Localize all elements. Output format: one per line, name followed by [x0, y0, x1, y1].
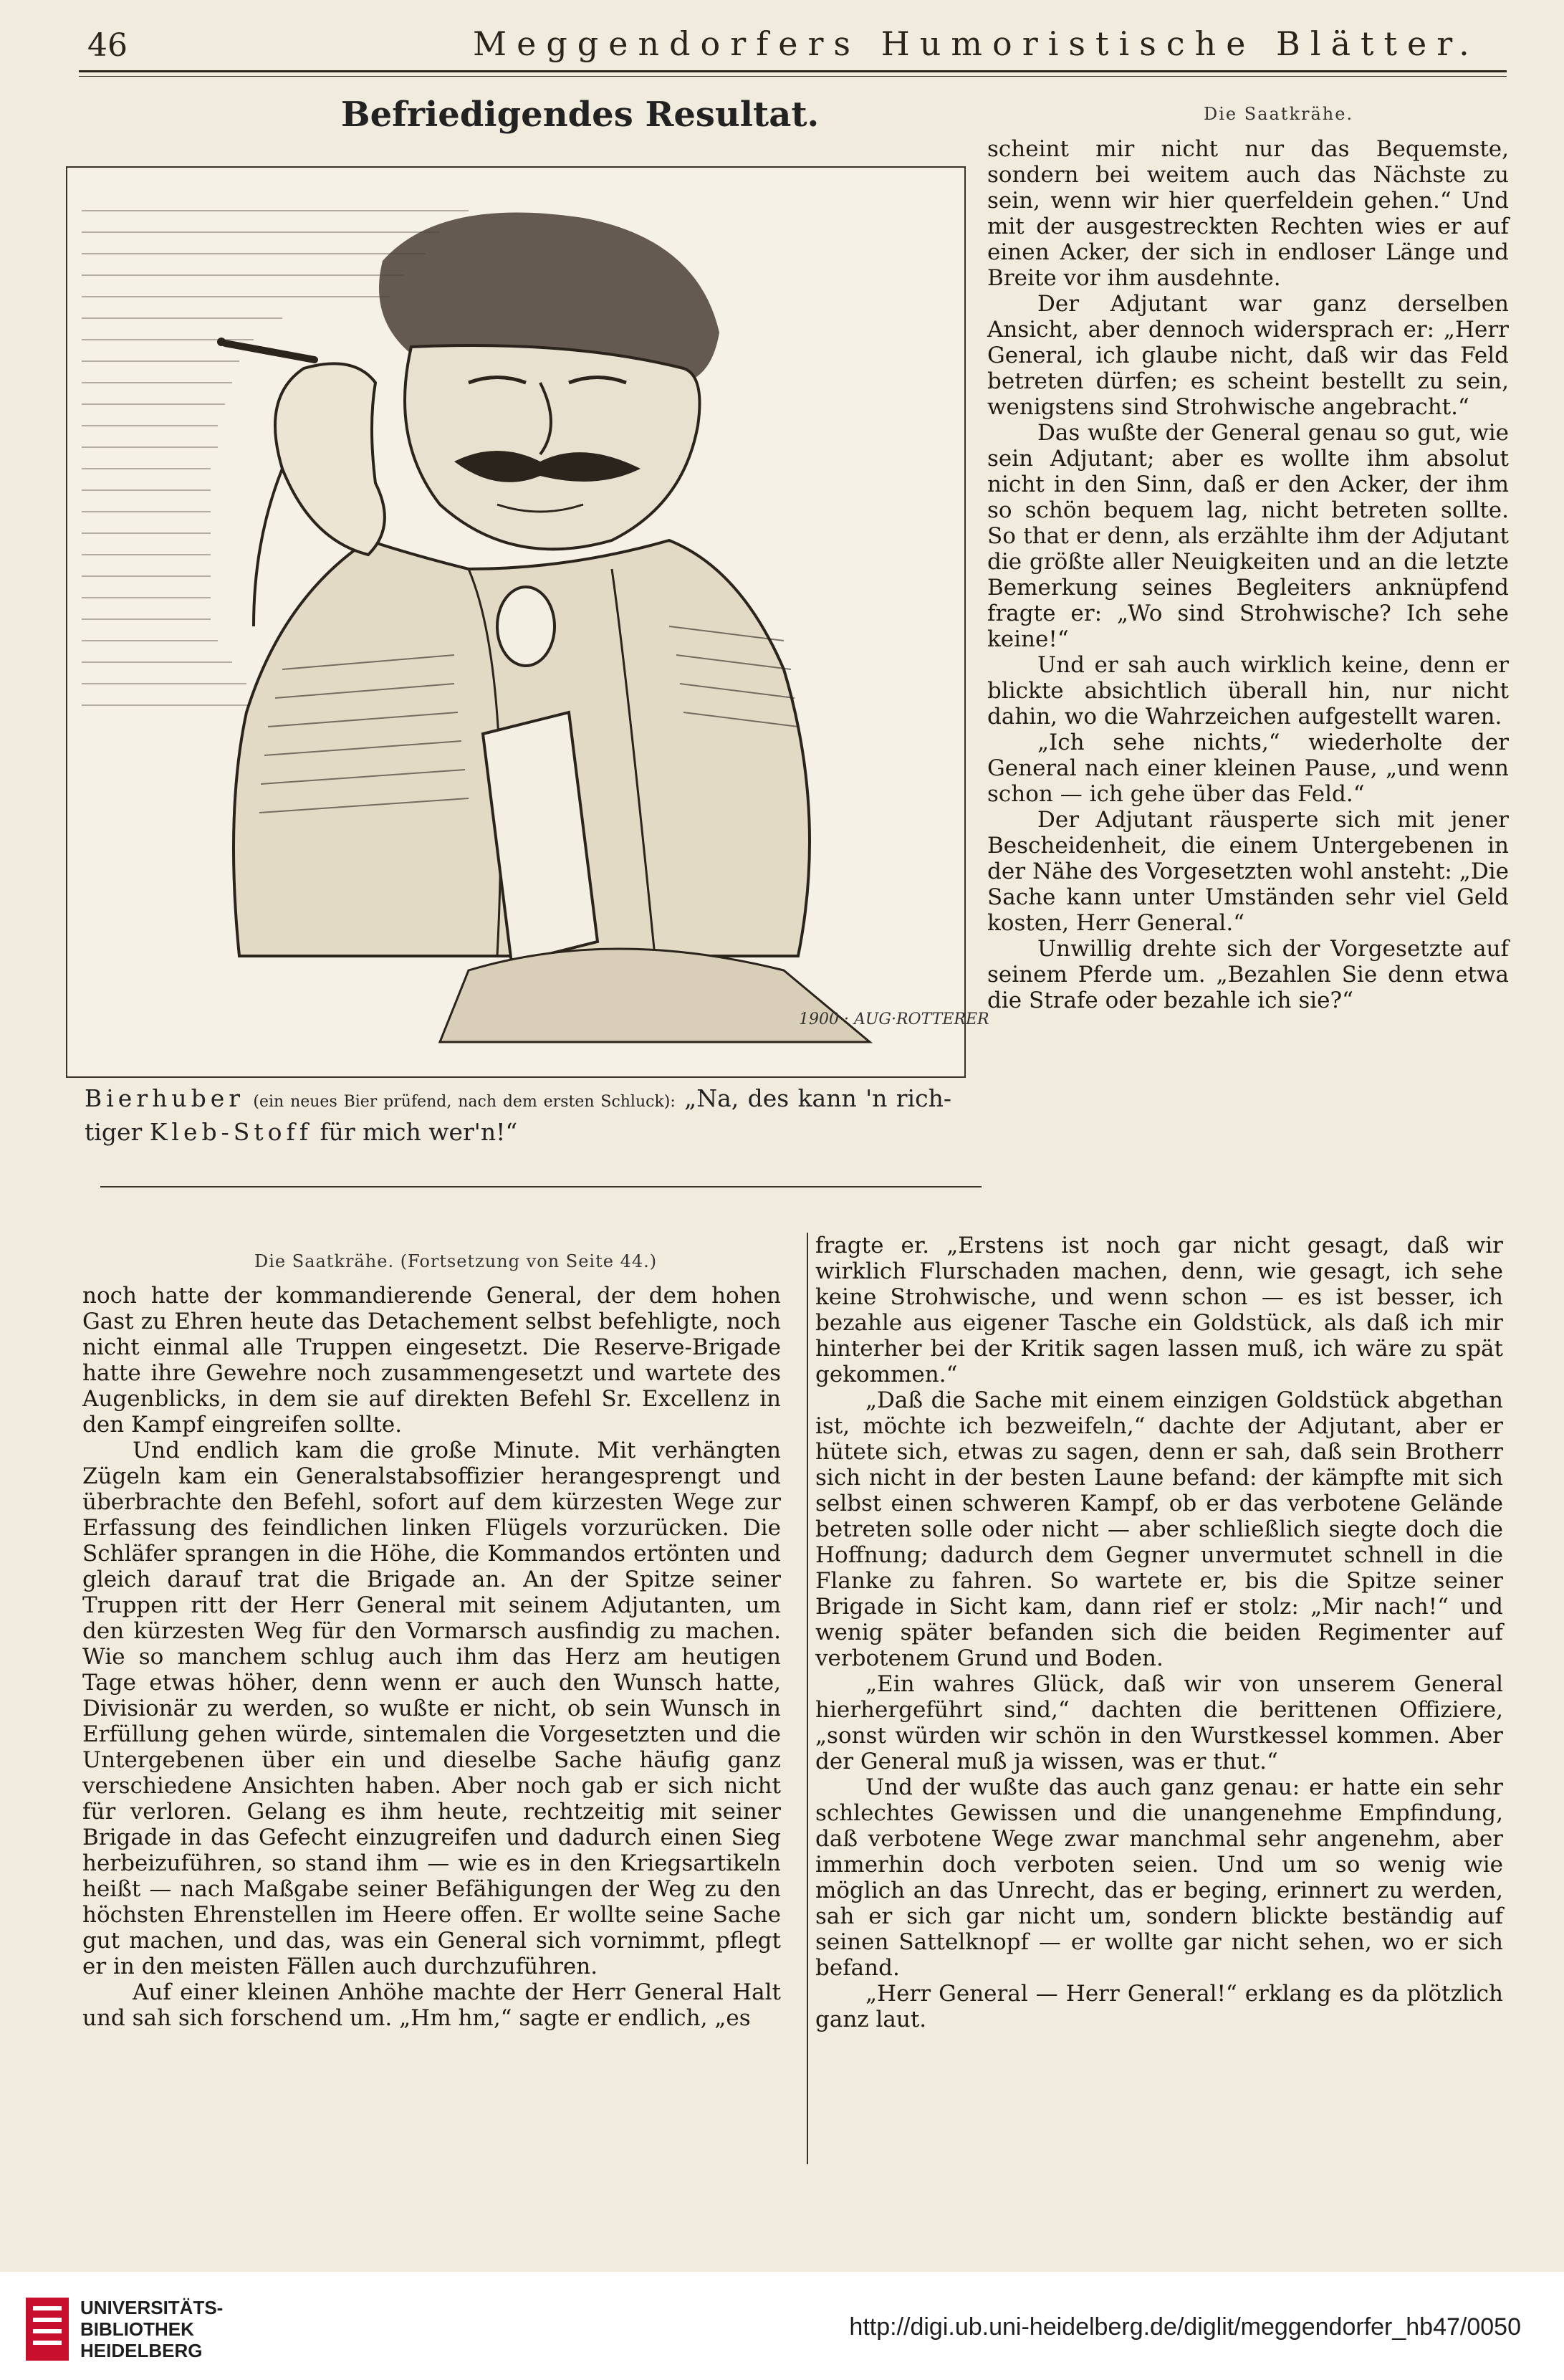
artist-signature: 1900 · AUG·ROTTERER — [799, 1010, 989, 1028]
caption-text-a: „Na, des kann 'n rich- — [684, 1084, 951, 1112]
university-seal-icon — [21, 2293, 73, 2365]
caption-spaced-word: Kleb-Stoff — [149, 1118, 312, 1146]
article-title: Befriedigendes Resultat. — [341, 95, 820, 135]
institution-line: HEIDELBERG — [80, 2340, 203, 2361]
paragraph: Unwillig drehte sich der Vorgesetzte auf seinem Pferde um. „Bezahlen Sie denn etwa die Strafe oder bezahle ich sie?“ — [987, 936, 1509, 1013]
paragraph: Der Adjutant war ganz derselben Ansicht, aber dennoch widersprach er: „Herr General, ich glaube nicht, daß wir das Feld betreten dürfen; es scheint bestellt zu sein, wenigstens sind Strohwische angebracht.“ — [987, 291, 1509, 420]
caption-aside: (ein neues Bier prüfend, nach dem ersten Schluck): — [253, 1093, 676, 1111]
paragraph: „Ich sehe nichts,“ wiederholte der General nach einer kleinen Pause, „und wenn schon — ich gehe über das Feld.“ — [987, 730, 1509, 807]
paragraph: scheint mir nicht nur das Bequemste, sondern bei weitem auch das Nächste zu sein, wenn wir hier querfeldein gehen.“ Und mit der ausgestreckten Rechten wies er auf einen Acker, der sich in endloser Länge und Breite vor ihm ausdehnte. — [987, 136, 1509, 291]
engraving-drawing — [67, 168, 967, 1079]
paragraph: Und endlich kam die große Minute. Mit verhängten Zügeln kam ein Generalstabsoffizier herangesprengt und überbrachte den Befehl, sofort auf dem kürzesten Wege zur Erfassung des feindlichen linken Flügels vorzurücken. Die Schläfer sprangen in die Höhe, die Kommandos ertönten und gleich darauf trat die Brigade an. An der Spitze seiner Truppen ritt der Herr General mit seinem Adjutanten, um den kürzesten Weg für den Vormarsch ausfindig zu machen. Wie so manchem schlug auch ihm das Herz am heutigen Tage etwas höher, denn wenn er auch den Wunsch hatte, Divisionär zu werden, so wußte er nicht, ob sein Wunsch in Erfüllung gehen würde, sintemalen die Vorgesetzten und die Untergebenen über ein und dieselbe Sache häufig ganz verschiedene Ansichten haben. Aber noch gab er sich nicht für verloren. Gelang es ihm heute, rechtzeitig mit seiner Brigade in das Gefecht einzugreifen und dadurch einen Sieg herbeizuführen, so stand ihm — wie es in den Kriegsartikeln heißt — nach Maßgabe seiner Befähigungen der Weg zu den höchsten Ehrenstellen im Heere offen. Er wollte seine Sache gut machen, und das, was ein General sich vornimmt, pflegt er in den meisten Fällen auch durchzuführen. — [82, 1438, 781, 1979]
illustration-caption — [85, 1084, 951, 1147]
paragraph: Das wußte der General genau so gut, wie sein Adjutant; aber es wollte ihm absolut nicht in den Sinn, daß er den Acker, der ihm so schön bequem lag, nicht betreten sollte. So that er denn, als erzählte ihm der Adjutant die größte aller Neuigkeiten und an die letzte Bemerkung seines Begleiters anknüpfend fragte er: „Wo sind Strohwische? Ich sehe keine!“ — [987, 420, 1509, 652]
story-right-top — [987, 136, 1509, 1013]
paragraph: Und er sah auch wirklich keine, denn er blickte absichtlich überall hin, nur nicht dahin, wo die Wahrzeichen aufgestellt waren. — [987, 652, 1509, 730]
story-heading-left: Die Saatkrähe. (Fortsetzung von Seite 44.) — [254, 1251, 658, 1271]
header-rule — [79, 70, 1507, 72]
paragraph: „Daß die Sache mit einem einzigen Goldstück abgethan ist, möchte ich bezweifeln,“ dachte der Adjutant, aber er hütete sich, etwas zu sagen, denn er sah, daß sein Brotherr sich nicht in der besten Laune befand: der kämpfte mit sich selbst einen schweren Kampf, ob er das verbotene Gelände betreten solle oder nicht — aber schließlich siegte doch die Hoffnung; dadurch dem Gegner unvermutet schnell in die Flanke zu fahren. So wartete er, bis die Spitze seiner Brigade in Sicht kam, dann rief er stolz: „Mir nach!“ und wenig später befanden sich die beiden Regimenter auf verbotenem Grund und Boden. — [815, 1387, 1503, 1671]
paragraph: noch hatte der kommandierende General, der dem hohen Gast zu Ehren heute das Detachement selbst befehligte, noch nicht einmal alle Truppen eingesetzt. Die Reserve-Brigade hatte ihre Gewehre noch zusammengesetzt und wartete des Augenblicks, in dem sie auf direkten Befehl Sr. Excellenz in den Kampf eingreifen sollte. — [82, 1283, 781, 1438]
source-url-link[interactable]: http://digi.ub.uni-heidelberg.de/diglit/meggendorfer_hb47/0050 — [849, 2313, 1521, 2341]
story-heading-right: Die Saatkrähe. — [1204, 104, 1354, 124]
institution-name — [80, 2297, 223, 2361]
header-rule-thin — [79, 76, 1507, 77]
paragraph: „Herr General — Herr General!“ erklang es da plötzlich ganz laut. — [815, 1981, 1503, 2032]
paragraph: Und der wußte das auch ganz genau: er hatte ein sehr schlechtes Gewissen und die unangenehme Empfindung, daß verbotene Wege zwar manchmal sehr angenehm, aber immerhin doch verboten seien. Und um so wenig wie möglich an das Unrecht, das er beging, erinnert zu werden, sah er sich gar nicht um, sondern blickte beständig auf seinen Sattelknopf — er wollte gar nicht sehen, wo er sich befand. — [815, 1774, 1503, 1981]
paragraph: „Ein wahres Glück, daß wir von unserem General hierhergeführt sind,“ dachten die berittenen Offiziere, „sonst würden wir schön in den Wurstkessel kommen. Aber der General muß ja wissen, was er thut.“ — [815, 1671, 1503, 1774]
story-left-column — [82, 1283, 781, 2031]
paragraph: Der Adjutant räusperte sich mit jener Bescheidenheit, die einem Untergebenen in der Nähe des Vorgesetzten wohl ansteht: „Die Sache kann unter Umständen sehr viel Geld kosten, Herr General.“ — [987, 807, 1509, 936]
institution-line: UNIVERSITÄTS- — [80, 2297, 224, 2318]
institution-line: BIBLIOTHEK — [80, 2318, 194, 2340]
paragraph: Auf einer kleinen Anhöhe machte der Herr General Halt und sah sich forschend um. „Hm hm,“ sagte er endlich, „es — [82, 1979, 781, 2031]
caption-name: Bierhuber — [85, 1084, 245, 1112]
story-right-column — [815, 1233, 1503, 2032]
illustration-man-with-cigar — [66, 166, 966, 1078]
paragraph: fragte er. „Erstens ist noch gar nicht gesagt, daß wir wirklich Flurschaden machen, denn, wie gesagt, ich sehe keine Strohwische, und wenn schon — es ist besser, ich bezahle aus eigener Tasche ein Goldstück, als daß ich mir hinterher bei der Kritik sagen lassen muß, ich wäre zu spät gekommen.“ — [815, 1233, 1503, 1387]
caption-text-c: für mich wer'n!“ — [320, 1118, 518, 1146]
running-title: Meggendorfers Humoristische Blätter. — [473, 24, 1479, 63]
page-number: 46 — [87, 27, 128, 64]
section-rule — [100, 1186, 982, 1187]
caption-text-b: tiger — [85, 1118, 143, 1146]
column-divider — [807, 1233, 808, 2164]
